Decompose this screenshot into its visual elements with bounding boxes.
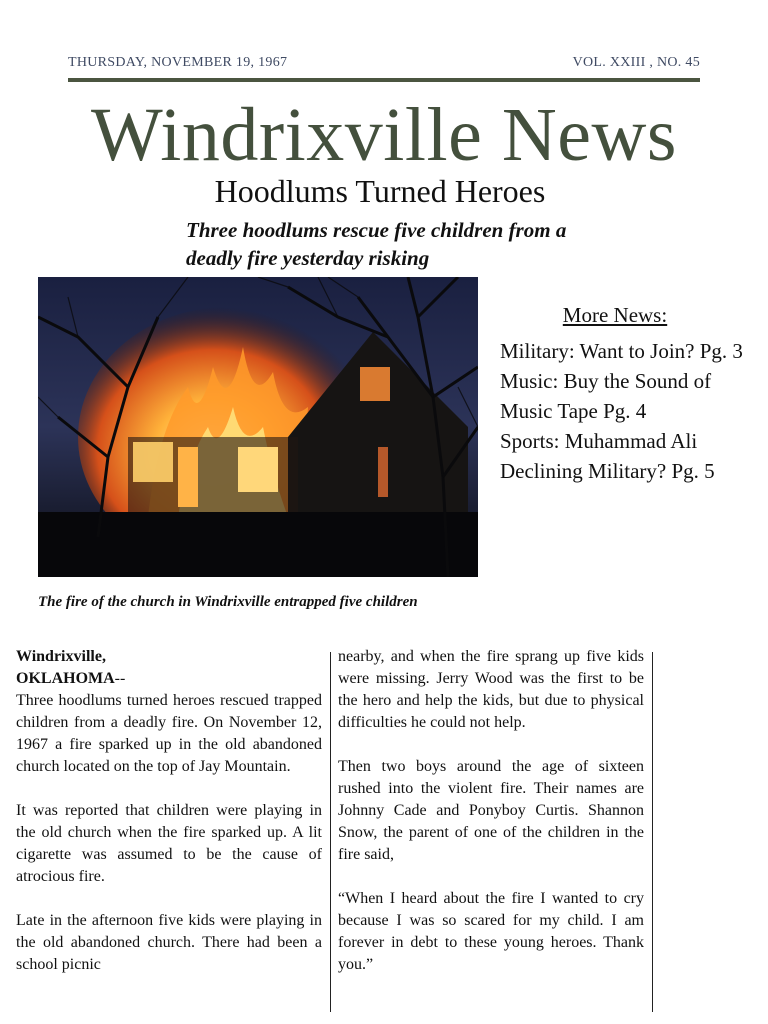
story-headline: Hoodlums Turned Heroes	[214, 173, 546, 209]
article-column-right	[338, 646, 644, 998]
masthead-rule	[68, 78, 700, 82]
article-paragraph: Late in the afternoon five kids were playing in the old abandoned church. There had been a school picnic	[16, 912, 322, 973]
dateline	[68, 55, 700, 71]
article-paragraph: Three hoodlums turned heroes rescued trapped children from a deadly fire. On November 12, 1967 a fire sparked up in the old abandoned church located on the top of Jay Mountain.	[16, 692, 322, 775]
photo-caption: The fire of the church in Windrixville entrapped five children	[38, 594, 418, 610]
issue-date: THURSDAY, NOVEMBER 19, 1967	[68, 55, 288, 70]
article-paragraph: Then two boys around the age of sixteen rushed into the violent fire. Their names are Johnny Cade and Ponyboy Curtis. Shannon Snow, the parent of one of the children in the fire said,	[338, 758, 644, 863]
newspaper-masthead: Windrixville News	[91, 93, 677, 177]
more-news-item-military[interactable]: Military: Want to Join? Pg. 3	[500, 339, 743, 363]
dateline-dash: --	[114, 670, 126, 687]
more-news-box	[500, 300, 760, 486]
dateline-state: OKLAHOMA	[16, 670, 115, 687]
dateline-city: Windrixville,	[16, 648, 106, 665]
more-news-title: More News:	[562, 303, 668, 327]
article-paragraph: “When I heard about the fire I wanted to cry because I was so scared for my child. I am forever in debt to these young heroes. Thank you.”	[338, 890, 644, 973]
article-paragraph: nearby, and when the fire sprang up five kids were missing. Jerry Wood was the first to be the hero and help the kids, but due to physical difficulties he could not help.	[338, 648, 644, 731]
fire-illustration	[38, 277, 478, 577]
church-fire-photo	[38, 277, 478, 577]
dateline-state-line	[16, 668, 322, 690]
column-divider	[330, 652, 331, 1012]
volume-number: VOL. XXIII , NO. 45	[572, 55, 700, 70]
more-news-item-music[interactable]: Music: Buy the Sound of Music Tape Pg. 4	[500, 369, 712, 423]
article-column-left	[16, 646, 322, 998]
story-subheadline: Three hoodlums rescue five children from a deadly fire yesterday risking	[186, 218, 567, 270]
column-divider	[652, 652, 653, 1012]
more-news-item-sports[interactable]: Sports: Muhammad Ali Declining Military? Pg. 5	[500, 429, 715, 483]
article-paragraph: It was reported that children were playing in the old church when the fire sparked up. A lit cigarette was assumed to be the cause of atrocious fire.	[16, 802, 322, 885]
